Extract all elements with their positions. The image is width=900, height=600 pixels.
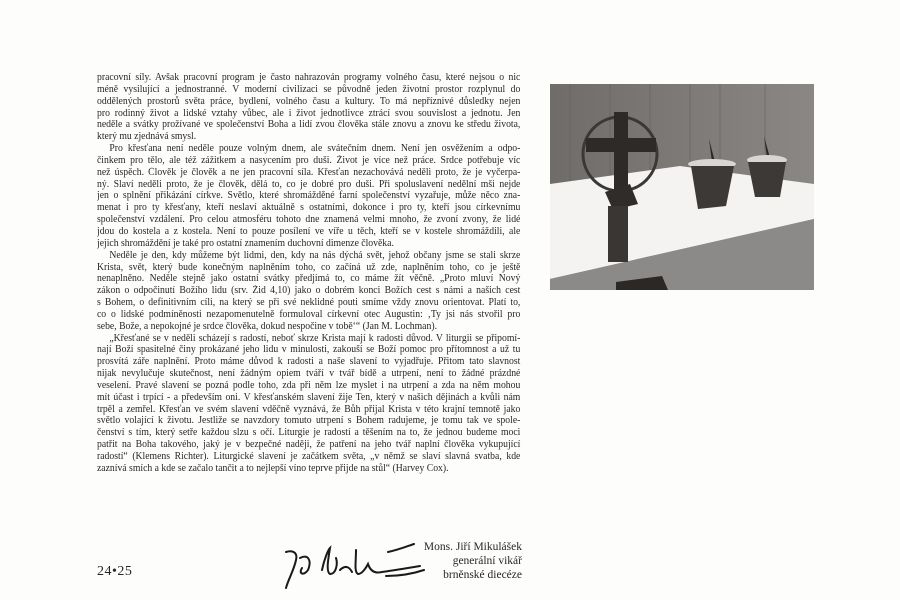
author-name: Mons. Jiří Mikulášek	[423, 541, 522, 553]
text-line: zaznívá smích a kde se začalo tančit a to nejlepší víno teprve přijde na stůl“ (Harvey Cox).	[97, 462, 449, 474]
text-line: činkem pro tělo, ale též zážitkem a nasycením pro duši. Život je více než práce. Srdce potřebuje víc	[97, 154, 521, 166]
page-number: 24•25	[97, 564, 133, 579]
text-line: prosvítá záře naplnění. Proto máme důvod k radosti a naše slavení to vyjadřuje. Přitom tato slavnost	[97, 356, 521, 368]
text-line: méně vysilující a jednostranné. V moderní civilizaci se původně jeden životní prostor rozplynul do	[97, 83, 521, 95]
text-line: jen o splnění přikázání církve. Světlo, které shromážděné farní společenství vyzařuje, může něco zna-	[97, 190, 521, 202]
paragraph	[97, 333, 520, 475]
text-line: sebe, Bože, a nepokojné je srdce člověka, dokud nespočine v tobě‘“ (Jan M. Lochman).	[97, 320, 437, 332]
text-line: Pro křesťana není neděle pouze volným dnem, ale svátečním dnem. Není jen osvěžením a odpo-	[109, 143, 521, 155]
text-line: neděle a svátky prožívané ve společenství Boha a lidí zvou člověka stále znovu a znovu ke středu života,	[97, 119, 521, 131]
paragraph	[97, 250, 520, 333]
text-line: čenství s tím, který setře každou slzu s očí. Liturgie je radostí a těšením na to, že jednou budeme moci	[97, 427, 521, 439]
text-line: jdou do kostela a z kostela. Není to pouze posílení ve víře u těch, kteří se v kostele shromáždili, ale	[97, 225, 521, 237]
author-role: generální vikář	[452, 555, 522, 567]
signature	[278, 540, 428, 595]
text-line: s Bohem, o definitivním cíli, na který se při své neklidné pouti smíme vždy znovu orientovat. Platí to,	[97, 297, 521, 309]
text-line: „Křesťané se v neděli scházejí s radostí, neboť skrze Krista mají k radosti důvod. V liturgii se připomí-	[109, 332, 521, 344]
text-line: Krista, svět, který bude konečným naplněním toho, co začíná už zde, naplněním toho, co je ještě	[97, 261, 521, 273]
text-line: nají Boží spasitelné činy prokázané jeho lidu v minulosti, zakouší se Boží pomoc pro přítomnost a už tu	[97, 344, 521, 356]
text-line: co o lidské podmíněnosti nezapomenutelně formuloval církevní otec Augustin: ‚Ty jsi nás stvořil pro	[97, 308, 521, 320]
text-line: mít účast i trpící - a především oni. V křesťanském slavení žije Ten, který v našich dějinách a kvůli nám	[97, 391, 521, 403]
text-line: trpěl a zemřel. Křesťan ve svém slavení vděčně vyznává, že Bůh přijal Krista v této krajní temnotě jako	[97, 403, 521, 415]
article-text	[97, 72, 520, 475]
paragraph	[97, 143, 520, 250]
text-line: oddělených prostorů světa práce, bydlení, volného času a kultury. To má nepříznivé důsledky nejen	[97, 95, 521, 107]
altar-cross-candlesticks-image	[550, 84, 814, 290]
author-diocese: brněnské diecéze	[443, 569, 522, 581]
text-line: pro rodinný život a lidské vztahy vůbec, ale i život jednotlivce ztrácí svou souvislost a jednotu. Jen	[97, 107, 521, 119]
text-line: nenaplněno. Neděle stejně jako ostatní svátky předjímá to, co máme žít věčně. „Proto mluví Nový	[97, 273, 521, 285]
text-line: menat i pro ty křesťany, kteří neslaví aktuálně s ostatními, dokonce i pro ty, kteří jsou církevnímu	[97, 202, 521, 214]
text-line: radostí“ (Klemens Richter). Liturgické slavení je začátkem světa, „v němž se slaví slavná svatba, kde	[97, 451, 521, 462]
text-line: zákon o odpočinutí Božího lidu (srv. Žid 4,10) jako o dobrém konci Božích cest s námi a našich cest	[97, 285, 521, 297]
text-line: Neděle je den, kdy můžeme být lidmi, den, kdy na nás dýchá svět, jehož občany jsme se stali skrze	[109, 249, 521, 261]
author-block	[424, 540, 522, 582]
text-line: světlo volající k životu. Jestliže se navzdory tomuto utrpení s Bohem radujeme, je tomu tak ve spole-	[97, 415, 521, 427]
text-line: pracovní síly. Avšak pracovní program je často nahrazován programy volného času, které nejsou o nic	[97, 72, 521, 83]
altar-photo	[550, 84, 814, 290]
text-line: jejich shromáždění je také pro ostatní znamením duchovní dimenze člověka.	[97, 237, 394, 249]
text-line: patřit na Boha takového, jaký je v bezpečné naději, že patření na jeho tvář naplní člověka vykupující	[97, 439, 521, 451]
text-line: než úspěch. Člověk je člověk a ne jen pracovní síla. Křesťan nezachovává neděli proto, že je vyčerpa-	[97, 166, 521, 178]
text-line: veselení. Pravé slavení se pozná podle toho, zda při něm lze myslet i na utrpení a zda na něm mohou	[97, 379, 521, 391]
text-line: společenství vzdálení. Pro celou atmosféru tohoto dne znamená velmi mnoho, že zvoní zvony, že lidé	[97, 214, 521, 226]
paragraph	[97, 72, 520, 143]
text-line: ný. Slaví neděli proto, že je člověk, dělá to, co je dobré pro duši. Při spoluslavení nedělní mši nejde	[97, 178, 521, 190]
text-line: který mu zjednává smysl.	[97, 131, 197, 143]
text-line: nijak nevylučuje skutečnost, není žádným opiem tváří v tvář bídě a utrpení, není to žádné prázdné	[97, 368, 521, 380]
